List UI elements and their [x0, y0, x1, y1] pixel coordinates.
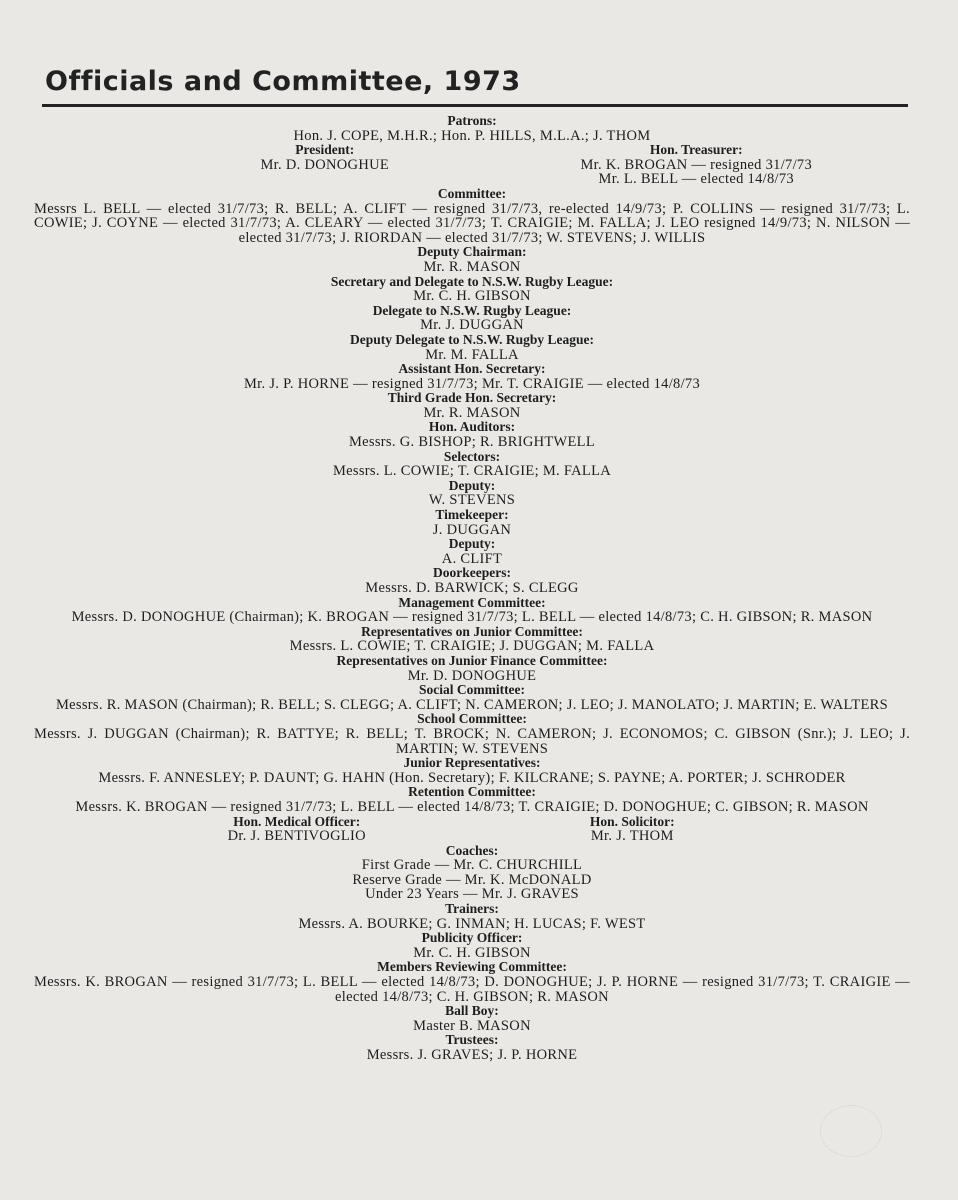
- section-value: Messrs. D. DONOGHUE (Chairman); K. BROGAN — resigned 31/7/73; L. BELL — elected 14/8/73; C. H. GIBSON; R. MASON: [71, 609, 873, 626]
- section-value: Mr. R. MASON: [423, 404, 521, 421]
- section-heading: Delegate to N.S.W. Rugby League:: [372, 302, 572, 318]
- president-treasurer-row: [34, 143, 910, 187]
- section-value: Mr. K. BROGAN — resigned 31/7/73: [580, 156, 813, 173]
- section-heading: Trainers:: [445, 901, 499, 917]
- officials-list: [34, 114, 910, 1063]
- section-value: Dr. J. BENTIVOGLIO: [227, 828, 366, 845]
- medical-solicitor-row: [34, 815, 910, 844]
- section-heading: Secretary and Delegate to N.S.W. Rugby League:: [330, 273, 614, 289]
- section-heading: Management Committee:: [398, 594, 546, 610]
- treasurer-block: [511, 143, 883, 187]
- section-value: Messrs. L. COWIE; T. CRAIGIE; J. DUGGAN; M. FALLA: [289, 638, 655, 655]
- section-heading: Junior Representatives:: [403, 755, 541, 771]
- section-value: Messrs. D. BARWICK; S. CLEGG: [365, 580, 579, 596]
- section-heading: Publicity Officer:: [421, 930, 523, 946]
- section-heading: Selectors:: [443, 448, 501, 464]
- section-value: Under 23 Years — Mr. J. GRAVES: [365, 886, 579, 903]
- medical-block: [129, 815, 465, 844]
- title-rule: [42, 104, 908, 107]
- president-block: [139, 143, 511, 187]
- section-value: Messrs. J. GRAVES; J. P. HORNE: [366, 1047, 578, 1063]
- section-value: Mr. D. DONOGHUE: [407, 667, 537, 684]
- section-value: Messrs. F. ANNESLEY; P. DAUNT; G. HAHN (Hon. Secretary); F. KILCRANE; S. PAYNE; A. PORTER; J. SCHRODER: [98, 769, 846, 786]
- section-heading: Doorkeepers:: [433, 565, 511, 581]
- section-value: Mr. M. FALLA: [425, 346, 519, 363]
- sections-group-a: [34, 245, 910, 814]
- section-value: Mr. J. P. HORNE — resigned 31/7/73; Mr. T. CRAIGIE — elected 14/8/73: [243, 375, 701, 392]
- section-value: Mr. D. DONOGHUE: [260, 156, 390, 173]
- section-heading: Deputy Delegate to N.S.W. Rugby League:: [350, 331, 594, 347]
- section-value: Mr. J. DUGGAN: [420, 317, 524, 334]
- page-title: Officials and Committee, 1973: [45, 66, 521, 97]
- section-value: Messrs. K. BROGAN — resigned 31/7/73; L. BELL — elected 14/8/73; T. CRAIGIE; D. DONOGHUE; C. GIBSON; R. MASON: [75, 798, 869, 815]
- section-heading: Social Committee:: [418, 682, 526, 698]
- section-value: Master B. MASON: [413, 1017, 531, 1034]
- section-value: Mr. R. MASON: [423, 258, 521, 275]
- section-value: First Grade — Mr. C. CHURCHILL: [361, 857, 583, 874]
- section-heading: Deputy Chairman:: [417, 244, 527, 260]
- section-value: Messrs. A. BOURKE; G. INMAN; H. LUCAS; F. WEST: [298, 915, 646, 932]
- sections-group-b: [34, 902, 910, 1063]
- section-heading: Hon. Solicitor:: [589, 813, 675, 829]
- section-value: W. STEVENS: [428, 492, 516, 509]
- section-heading: Deputy:: [448, 477, 496, 493]
- section-value: A. CLIFT: [441, 550, 503, 567]
- section-heading: Patrons:: [447, 113, 497, 128]
- section-heading: Committee:: [437, 185, 507, 201]
- section-value: Messrs L. BELL — elected 31/7/73; R. BELL; A. CLIFT — resigned 31/7/73, re-elected 14/9/73; P. COLLINS — resigned 31/7/73; L. COWIE; J. COYNE — elected 31/7/73; A. CLEARY — elected 31/7/73; T. CRAIGIE; M. FALLA; J. LEO resigned 14/9/73; N. NILSON — elected 31/7/73; J. RIORDAN — elected 31/7/73; W. STEVENS; J. WILLIS: [34, 200, 910, 246]
- section-heading: Ball Boy:: [445, 1003, 499, 1019]
- section-value: Hon. J. COPE, M.H.R.; Hon. P. HILLS, M.L.A.; J. THOM: [293, 127, 651, 144]
- section-heading: School Committee:: [417, 711, 527, 727]
- section-value: Messrs. J. DUGGAN (Chairman); R. BATTYE; R. BELL; T. BROCK; N. CAMERON; J. ECONOMOS; C. GIBSON (Snr.); J. LEO; J. MARTIN; W. STEVENS: [34, 725, 910, 757]
- section-heading: Coaches:: [445, 842, 499, 858]
- section-heading: Hon. Medical Officer:: [233, 813, 361, 829]
- section-heading: Hon. Auditors:: [428, 419, 516, 435]
- section-value: Reserve Grade — Mr. K. McDONALD: [352, 871, 592, 888]
- embossed-stamp: [820, 1105, 882, 1157]
- section-heading: Members Reviewing Committee:: [377, 959, 567, 975]
- section-heading: Trustees:: [445, 1032, 499, 1048]
- section-value: Messrs. K. BROGAN — resigned 31/7/73; L. BELL — elected 14/8/73; D. DONOGHUE; J. P. HORNE — resigned 31/7/73; T. CRAIGIE — elected 14/8/73; C. H. GIBSON; R. MASON: [34, 974, 910, 1005]
- section-value: Mr. C. H. GIBSON: [413, 288, 531, 305]
- section-value: Messrs. G. BISHOP; R. BRIGHTWELL: [348, 434, 596, 451]
- section-value: Messrs. R. MASON (Chairman); R. BELL; S. CLEGG; A. CLIFT; N. CAMERON; J. LEO; J. MANOLATO; J. MARTIN; E. WALTERS: [55, 696, 888, 713]
- section-heading: Deputy:: [448, 536, 496, 552]
- section-heading: Retention Committee:: [408, 784, 536, 800]
- solicitor-block: [465, 815, 801, 844]
- section-value: Mr. J. THOM: [590, 828, 674, 845]
- section-value: Messrs. L. COWIE; T. CRAIGIE; M. FALLA: [332, 463, 612, 480]
- section-heading: Representatives on Junior Committee:: [361, 623, 583, 639]
- section-heading: President:: [295, 142, 355, 158]
- section-heading: Assistant Hon. Secretary:: [398, 361, 546, 377]
- section-value: J. DUGGAN: [432, 521, 512, 538]
- section-value: Mr. L. BELL — elected 14/8/73: [598, 171, 794, 188]
- section-heading: Timekeeper:: [435, 507, 509, 523]
- section-value: Mr. C. H. GIBSON: [413, 944, 531, 961]
- section-heading: Hon. Treasurer:: [649, 142, 743, 158]
- section-heading: Representatives on Junior Finance Committee:: [336, 652, 608, 668]
- section-heading: Third Grade Hon. Secretary:: [387, 390, 557, 406]
